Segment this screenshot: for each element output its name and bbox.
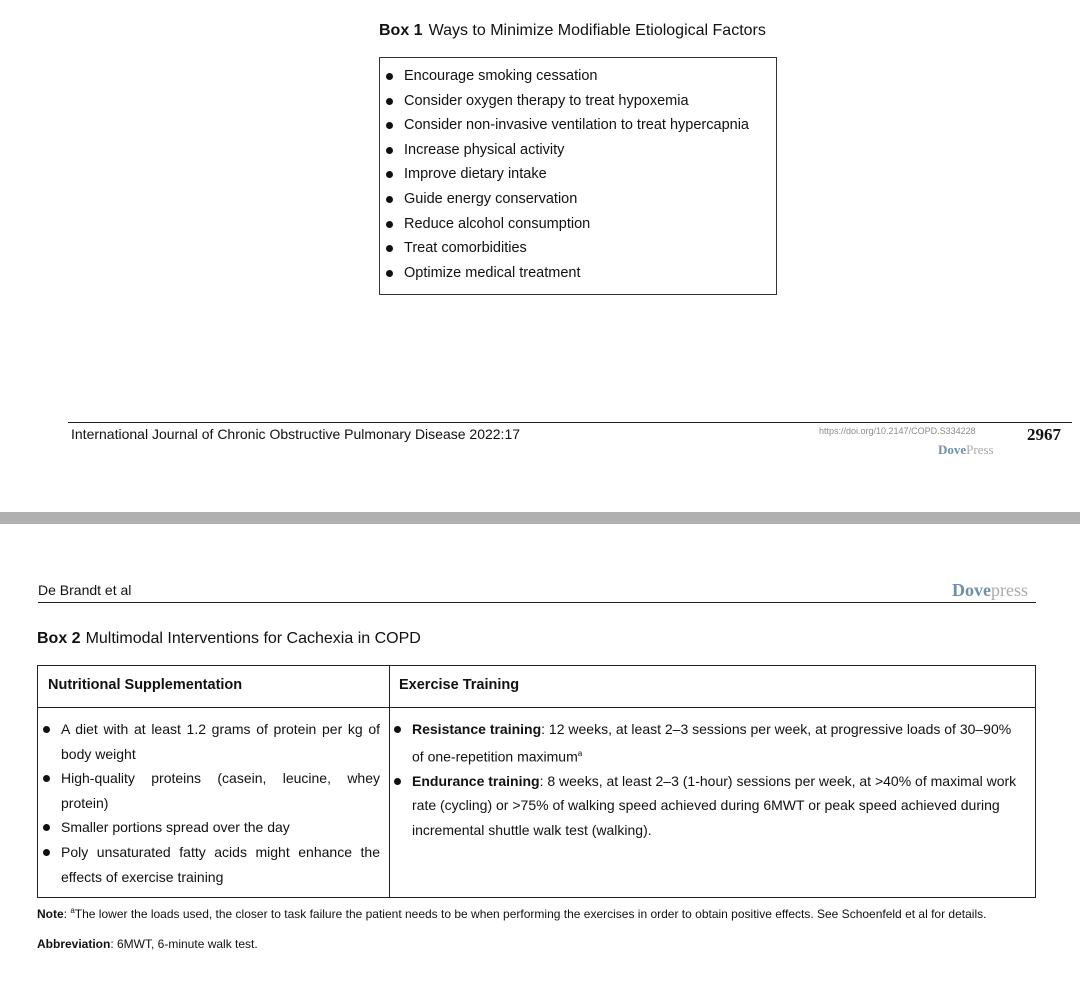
exercise-list <box>389 717 1029 843</box>
bullet-icon <box>386 147 393 154</box>
bullet-icon <box>386 171 393 178</box>
page-divider <box>0 512 1080 524</box>
list-item-text: Consider oxygen therapy to treat hypoxemia <box>404 92 689 109</box>
list-item <box>380 163 749 188</box>
journal-citation: International Journal of Chronic Obstructive Pulmonary Disease 2022:17 <box>71 426 521 442</box>
list-item-text: A diet with at least 1.2 grams of protein per kg of body weight <box>61 721 380 762</box>
bullet-icon <box>386 73 393 80</box>
logo-dove: Dove <box>952 580 991 600</box>
column-header-nutrition: Nutritional Supplementation <box>48 677 243 693</box>
list-item <box>38 840 388 889</box>
box1-title <box>379 22 766 40</box>
list-item-text: Poly unsaturated fatty acids might enhance the effects of exercise training <box>61 843 380 885</box>
page-number: 2967 <box>1027 425 1061 444</box>
list-item-text: Reduce alcohol consumption <box>404 215 591 232</box>
header-rule <box>38 602 1036 603</box>
bullet-icon <box>386 270 393 277</box>
list-item <box>380 139 749 164</box>
footer-rule <box>68 422 1072 423</box>
table-note: Note: $^a$The lower the loads used, the closer to task failure the patient needs to be when performing the exercises in order to obtain positive effects. See Schoenfeld et al for details. <box>37 906 987 921</box>
list-item <box>380 90 749 115</box>
list-item-text <box>412 717 1021 769</box>
logo-press: press <box>991 580 1028 600</box>
logo-dove: Dove <box>938 442 967 457</box>
footnote-marker: a <box>70 906 75 915</box>
bullet-icon <box>43 726 50 733</box>
list-item <box>389 769 1029 843</box>
header-divider <box>38 707 1035 708</box>
list-item-text: High-quality proteins (casein, leucine, whey protein) <box>61 770 380 811</box>
abbreviation-line <box>37 937 258 951</box>
list-item <box>380 213 749 238</box>
bullet-icon <box>386 245 393 252</box>
item-text: : 12 weeks, at least 2–3 sessions per week, at progressive loads of 30–90% of one-repetition maximum <box>412 721 1012 765</box>
list-item <box>380 237 749 262</box>
list-item-text: Smaller portions spread over the day <box>61 819 290 836</box>
dovepress-logo <box>938 442 994 458</box>
note-text: The lower the loads used, the closer to task failure the patient needs to be when performing the exercises in order to obtain positive effects. See Schoenfeld et al for details. <box>74 907 987 921</box>
list-item <box>380 262 749 287</box>
bullet-icon <box>386 221 393 228</box>
item-label: Endurance training <box>412 772 540 789</box>
box2-label: Box 2 <box>37 630 81 647</box>
box2-title-text: Multimodal Interventions for Cachexia in COPD <box>85 630 421 647</box>
list-item-text: Increase physical activity <box>404 141 565 158</box>
list-item <box>389 717 1029 769</box>
running-header-authors: De Brandt et al <box>38 582 132 598</box>
column-header-exercise: Exercise Training <box>399 677 520 693</box>
list-item <box>380 65 749 90</box>
item-label: Resistance training <box>412 721 542 737</box>
list-item <box>38 717 388 766</box>
list-item-text: Optimize medical treatment <box>404 264 581 281</box>
abbreviation-text: : 6MWT, 6-minute walk test. <box>110 937 258 951</box>
list-item <box>38 815 388 840</box>
box1-title-text: Ways to Minimize Modifiable Etiological Factors <box>428 22 766 39</box>
bullet-icon <box>394 726 401 733</box>
abbreviation-label: Abbreviation <box>37 937 111 951</box>
list-item-text: Consider non-invasive ventilation to treat hypercapnia <box>404 117 749 134</box>
bullet-icon <box>43 849 50 856</box>
box2-table <box>37 665 1036 898</box>
nutrition-list <box>38 717 388 889</box>
list-item-text: Guide energy conservation <box>404 190 578 207</box>
bullet-icon <box>386 98 393 105</box>
list-item-text <box>412 769 1021 843</box>
bullet-icon <box>43 824 50 831</box>
doi-link[interactable]: https://doi.org/10.2147/COPD.S334228 <box>819 426 976 436</box>
list-item-text: Improve dietary intake <box>404 166 547 183</box>
list-item-text: Encourage smoking cessation <box>404 68 598 84</box>
bullet-icon <box>386 122 393 129</box>
bullet-icon <box>394 778 401 785</box>
box1-list <box>380 65 749 286</box>
list-item-text: Treat comorbidities <box>404 240 527 257</box>
bullet-icon <box>43 775 50 782</box>
item-text: : 8 weeks, at least 2–3 (1-hour) sessions per week, at >40% of maximal work rate (cycling) or >75% of walking speed achieved during 6MWT or peak speed achieved during incremental shuttle walk test (walking). <box>412 772 1017 839</box>
logo-press: Press <box>966 442 994 457</box>
list-item <box>38 766 388 815</box>
list-item <box>380 114 749 139</box>
footnote-marker: a <box>577 748 583 758</box>
dovepress-logo <box>952 580 1028 601</box>
bullet-icon <box>386 196 393 203</box>
bottom-page <box>0 524 1080 985</box>
list-item <box>380 188 749 213</box>
box2-title <box>37 630 421 648</box>
box1-label: Box 1 <box>379 22 423 39</box>
note-label: Note <box>37 907 64 921</box>
box1-frame <box>379 57 777 295</box>
